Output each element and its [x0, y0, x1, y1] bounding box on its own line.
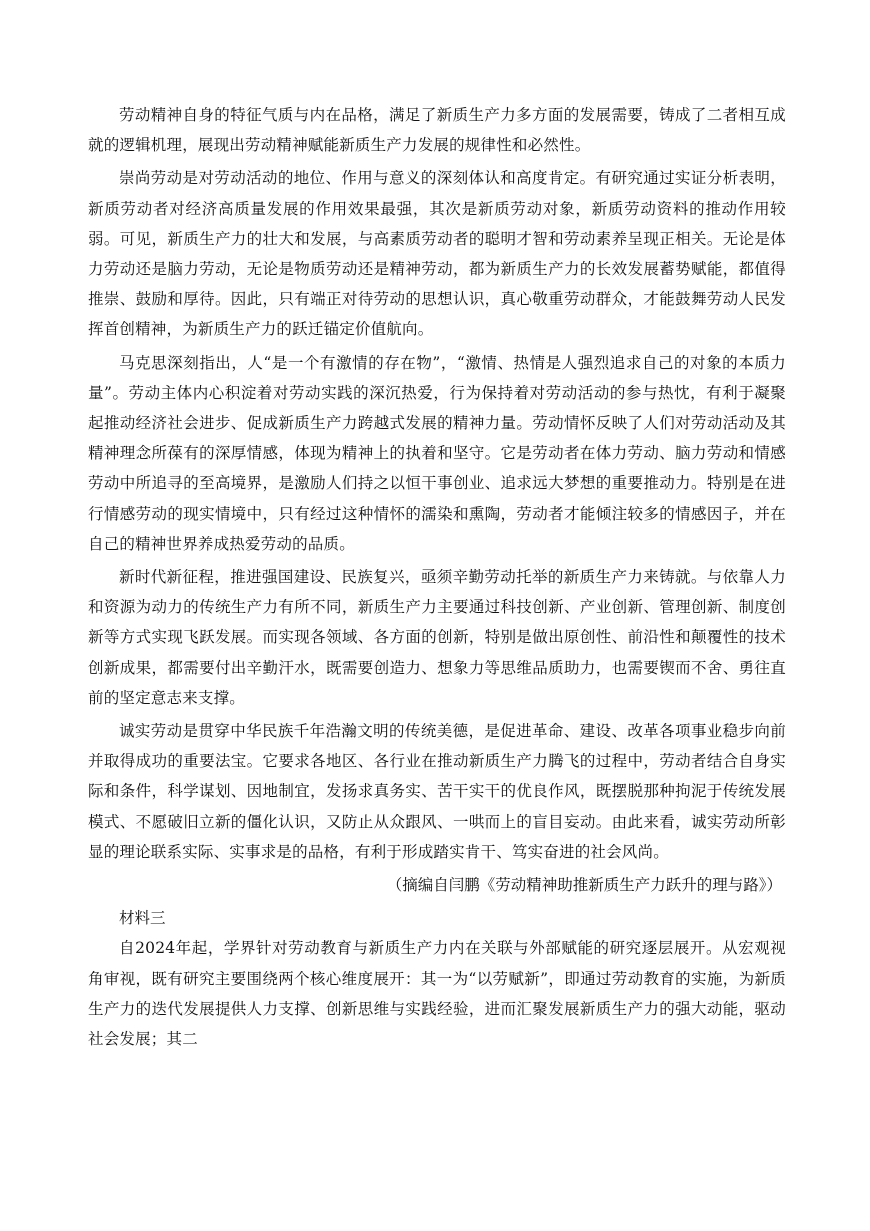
- body-paragraph-2: 崇尚劳动是对劳动活动的地位、作用与意义的深刻体认和高度肯定。有研究通过实证分析表明，新质劳动者对经济高质量发展的作用效果最强，其次是新质劳动对象，新质劳动资料的推动作用较弱。可见，新质生产力的壮大和发展，与高素质劳动者的聪明才智和劳动素养呈现正相关。无论是体力劳动还是脑力劳动，无论是物质劳动还是精神劳动，都为新质生产力的长效发展蓄势赋能，都值得推崇、鼓励和厚待。因此，只有端正对待劳动的思想认识，真心敬重劳动群众，才能鼓舞劳动人民发挥首创精神，为新质生产力的跃迁锚定价值航向。: [88, 169, 786, 339]
- section-heading: 材料三: [119, 909, 166, 928]
- source-citation: （摘编自闫鹏《劳动精神助推新质生产力跃升的理与路》）: [386, 876, 782, 895]
- body-paragraph-3: 马克思深刻指出，人“是一个有激情的存在物”，“激情、热情是人强烈追求自己的对象的本质力量”。劳动主体内心积淀着对劳动实践的深沉热爱，行为保持着对劳动活动的参与热忱，有利于凝聚起推动经济社会进步、促成新质生产力跨越式发展的精神力量。劳动情怀反映了人们对劳动活动及其精神理念所葆有的深厚情感，体现为精神上的执着和坚守。它是劳动者在体力劳动、脑力劳动和情感劳动中所追寻的至高境界，是激励人们持之以恒干事创业、追求远大梦想的重要推动力。特别是在进行情感劳动的现实情境中，只有经过这种情怀的濡染和熏陶，劳动者才能倾注较多的情感因子，并在自己的精神世界养成热爱劳动的品质。: [88, 353, 786, 553]
- body-paragraph-5: 诚实劳动是贯穿中华民族千年浩瀚文明的传统美德，是促进革命、建设、改革各项事业稳步向前并取得成功的重要法宝。它要求各地区、各行业在推动新质生产力腾飞的过程中，劳动者结合自身实际和条件，科学谋划、因地制宜，发扬求真务实、苦干实干的优良作风，既摆脱那种拘泥于传统发展模式、不愿破旧立新的僵化认识，又防止从众跟风、一哄而上的盲目妄动。由此来看，诚实劳动所彰显的理论联系实际、实事求是的品格，有利于形成踏实肯干、笃实奋进的社会风尚。: [88, 722, 786, 861]
- section-paragraph-1: 自2024年起，学界针对劳动教育与新质生产力内在关联与外部赋能的研究逐层展开。从宏观视角审视，既有研究主要围绕两个核心维度展开：其一为“以劳赋新”，即通过劳动教育的实施，为新质生产力的迭代发展提供人力支撑、创新思维与实践经验，进而汇聚发展新质生产力的强大动能，驱动社会发展；其二: [88, 939, 786, 1049]
- document-page: [88, 100, 786, 1054]
- body-paragraph-4: 新时代新征程，推进强国建设、民族复兴，亟须辛勤劳动托举的新质生产力来铸就。与依靠人力和资源为动力的传统生产力有所不同，新质生产力主要通过科技创新、产业创新、管理创新、制度创新等方式实现飞跃发展。而实现各领域、各方面的创新，特别是做出原创性、前沿性和颠覆性的技术创新成果，都需要付出辛勤汗水，既需要创造力、想象力等思维品质助力，也需要锲而不舍、勇往直前的坚定意志来支撑。: [88, 568, 786, 707]
- body-paragraph-1: 劳动精神自身的特征气质与内在品格，满足了新质生产力多方面的发展需要，铸成了二者相互成就的逻辑机理，展现出劳动精神赋能新质生产力发展的规律性和必然性。: [88, 106, 786, 155]
